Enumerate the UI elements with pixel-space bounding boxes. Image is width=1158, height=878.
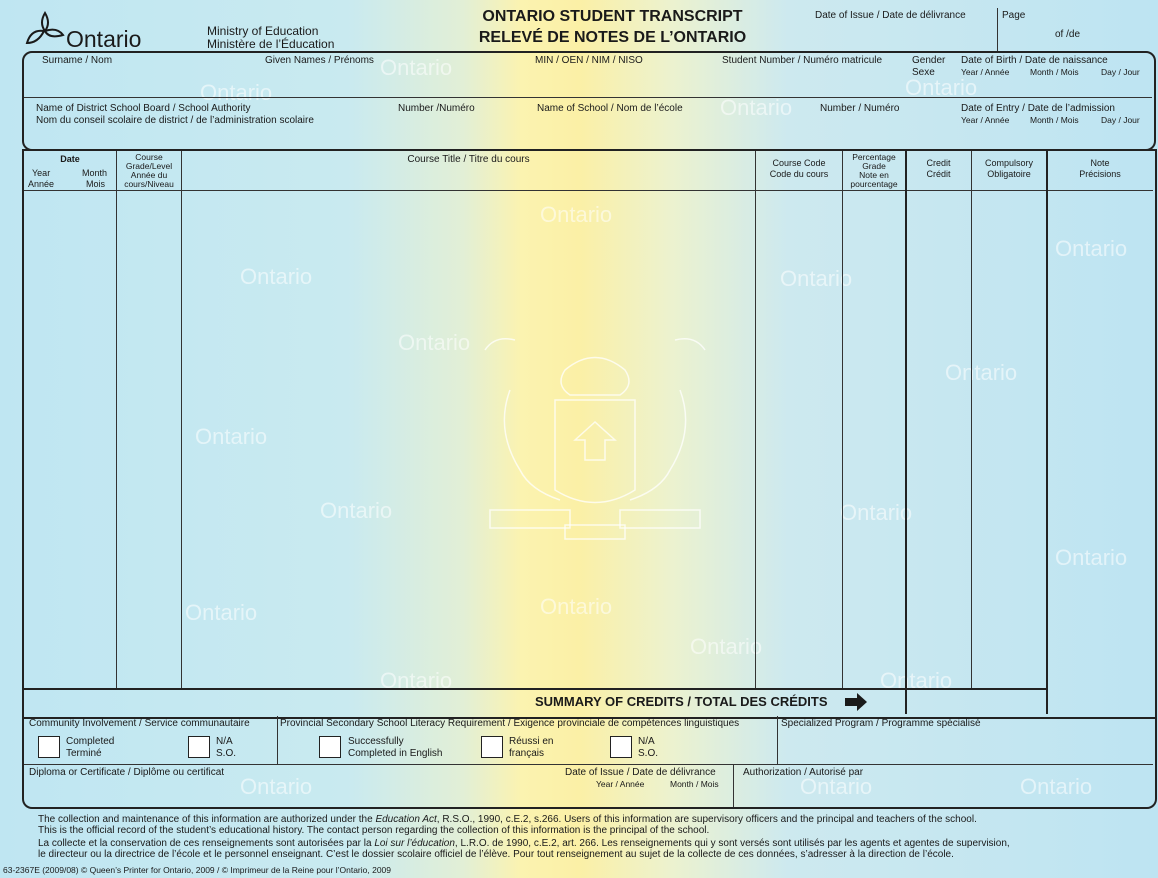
watermark: Ontario: [840, 500, 913, 525]
school-name-label: Name of School / Nom de l’école: [537, 103, 683, 114]
title-fr: RELEVÉ DE NOTES DE L’ONTARIO: [478, 29, 747, 46]
entry-date-label: Date of Entry / Date de l’admission: [961, 103, 1115, 114]
student-info-box: [22, 51, 1156, 151]
course-table: [22, 149, 1157, 719]
literacy-francais-label: français: [509, 748, 545, 759]
col-year-label: Year: [32, 168, 51, 178]
arrow-right-icon: [845, 693, 867, 711]
watermark: Ontario: [240, 264, 313, 289]
min-label: MIN / OEN / NIM / NISO: [535, 55, 643, 66]
literacy-so-label: S.O.: [638, 748, 659, 759]
watermark: Ontario: [905, 75, 978, 100]
community-completed-label: Completed: [66, 736, 115, 747]
watermark: Ontario: [1020, 774, 1093, 799]
entry-year-label: Year / Année: [961, 115, 1010, 125]
watermark: Ontario: [800, 774, 873, 799]
form-id: 63-2367E (2009/08) © Queen’s Printer for Ontario, 2009 / © Imprimeur de la Reine pour l’Ontario, 2009: [3, 865, 391, 875]
col-credit-1: Credit: [926, 158, 951, 168]
school-number-label: Number / Numéro: [820, 103, 900, 114]
diploma-month-label: Month / Mois: [670, 779, 719, 789]
watermark: Ontario: [200, 80, 273, 105]
col-annee-label: Année: [28, 179, 55, 189]
given-names-label: Given Names / Prénoms: [265, 55, 374, 66]
ontario-logo-text: Ontario: [66, 26, 142, 52]
dob-month-label: Month / Mois: [1030, 67, 1079, 77]
watermark: Ontario: [880, 668, 953, 693]
community-na-label: N/A: [216, 736, 233, 747]
col-date-header: Date: [60, 154, 80, 164]
watermark: Ontario: [945, 360, 1018, 385]
col-percentage-1: Percentage: [852, 152, 896, 162]
surname-label: Surname / Nom: [42, 55, 113, 66]
ministry-name-en: Ministry of Education: [207, 24, 319, 38]
community-completed-checkbox[interactable]: [38, 736, 60, 758]
col-course-grade-2: Grade/Level: [125, 161, 173, 171]
footer-en-line1: The collection and maintenance of this information are authorized under the Education Act, R.S.O., 1990, c.E.2, s.266. Users of this information are supervisory officers and the principal and teachers of the school.: [38, 814, 977, 825]
watermark: Ontario: [195, 424, 268, 449]
literacy-english-checkbox[interactable]: [319, 736, 341, 758]
literacy-french-checkbox[interactable]: [481, 736, 503, 758]
entry-month-label: Month / Mois: [1030, 115, 1079, 125]
watermark: Ontario: [1055, 545, 1128, 570]
student-number-label: Student Number / Numéro matricule: [722, 55, 883, 66]
col-month-label: Month: [82, 168, 108, 178]
watermark: Ontario: [380, 668, 453, 693]
col-course-code-1: Course Code: [772, 158, 826, 168]
col-note-2: Précisions: [1079, 169, 1121, 179]
community-termine-label: Terminé: [66, 748, 102, 759]
watermark: Ontario: [1055, 236, 1128, 261]
requirements-box: [22, 715, 1157, 809]
watermark: Ontario: [720, 95, 793, 120]
dob-day-label: Day / Jour: [1101, 67, 1140, 77]
footer-fr-line2: le directeur ou la directrice de l’école et le personnel enseignant. C’est le dossier scolaire officiel de l’élève. Pour tout renseignement au sujet de la collecte de ces données, s’adresser à la direction de l’école.: [38, 849, 954, 860]
gender-label: Gender: [912, 55, 946, 66]
col-course-grade-3: Année du: [130, 170, 168, 180]
watermark: Ontario: [380, 55, 453, 80]
date-of-issue-label: Date of Issue / Date de délivrance: [815, 10, 966, 21]
literacy-label: Provincial Secondary School Literacy Requirement / Exigence provinciale de compétences linguistiques: [280, 718, 740, 729]
col-credit-2: Crédit: [926, 169, 951, 179]
dob-label: Date of Birth / Date de naissance: [961, 55, 1108, 66]
community-so-label: S.O.: [216, 748, 237, 759]
watermark: Ontario: [185, 600, 258, 625]
board-label-fr: Nom du conseil scolaire de district / de l’administration scolaire: [36, 115, 314, 126]
watermark: Ontario: [780, 266, 853, 291]
col-course-title: Course Title / Titre du cours: [407, 154, 530, 165]
col-compulsory-2: Obligatoire: [987, 169, 1031, 179]
ministry-name-fr: Ministère de l’Éducation: [207, 37, 335, 51]
board-label-en: Name of District School Board / School Authority: [36, 103, 251, 114]
col-mois-label: Mois: [86, 179, 106, 189]
footer-en-line2: This is the official record of the student’s educational history. The contact person regarding the collection of this information is the principal of the school.: [38, 825, 710, 836]
authorization-label: Authorization / Autorisé par: [743, 767, 864, 778]
footer-fr-line1: La collecte et la conservation de ces renseignements sont autorisées par la Loi sur l’éducation, L.R.O. de 1990, c.E.2, art. 266. Les renseignements qui y sont versés sont utilisés par les agents et agentes de supervision,: [38, 838, 1010, 849]
literacy-successfully-label: Successfully: [348, 736, 404, 747]
watermark: Ontario: [540, 594, 613, 619]
community-label: Community Involvement / Service communautaire: [29, 718, 250, 729]
trillium-logo-icon: [24, 9, 66, 49]
col-percentage-2: Grade: [862, 161, 886, 171]
watermark: Ontario: [540, 202, 613, 227]
watermark: Ontario: [690, 634, 763, 659]
watermark: Ontario: [240, 774, 313, 799]
col-percentage-3: Note en: [859, 170, 889, 180]
watermark: Ontario: [320, 498, 393, 523]
page-of-label: of /de: [1055, 29, 1081, 40]
col-percentage-4: pourcentage: [850, 179, 898, 189]
col-compulsory-1: Compulsory: [984, 158, 1033, 168]
col-course-grade-1: Course: [135, 152, 163, 162]
dob-year-label: Year / Année: [961, 67, 1010, 77]
page-label: Page: [1002, 10, 1026, 21]
literacy-na-label: N/A: [638, 736, 655, 747]
summary-of-credits: SUMMARY OF CREDITS / TOTAL DES CRÉDITS: [535, 694, 828, 709]
watermark: Ontario: [398, 330, 471, 355]
community-na-checkbox[interactable]: [188, 736, 210, 758]
literacy-english-label: Completed in English: [348, 748, 443, 759]
entry-day-label: Day / Jour: [1101, 115, 1140, 125]
literacy-na-checkbox[interactable]: [610, 736, 632, 758]
diploma-date-issue-label: Date of Issue / Date de délivrance: [565, 767, 716, 778]
specialized-program-label: Specialized Program / Programme spécialisé: [781, 718, 981, 729]
col-note-1: Note: [1090, 158, 1110, 168]
diploma-label: Diploma or Certificate / Diplôme ou certificat: [29, 767, 225, 778]
col-course-grade-4: cours/Niveau: [124, 179, 174, 189]
diploma-year-label: Year / Année: [596, 779, 645, 789]
sexe-label: Sexe: [912, 67, 935, 78]
title-en: ONTARIO STUDENT TRANSCRIPT: [482, 8, 743, 25]
col-course-code-2: Code du cours: [769, 169, 829, 179]
literacy-reussi-label: Réussi en: [509, 736, 554, 747]
board-number-label: Number /Numéro: [398, 103, 475, 114]
